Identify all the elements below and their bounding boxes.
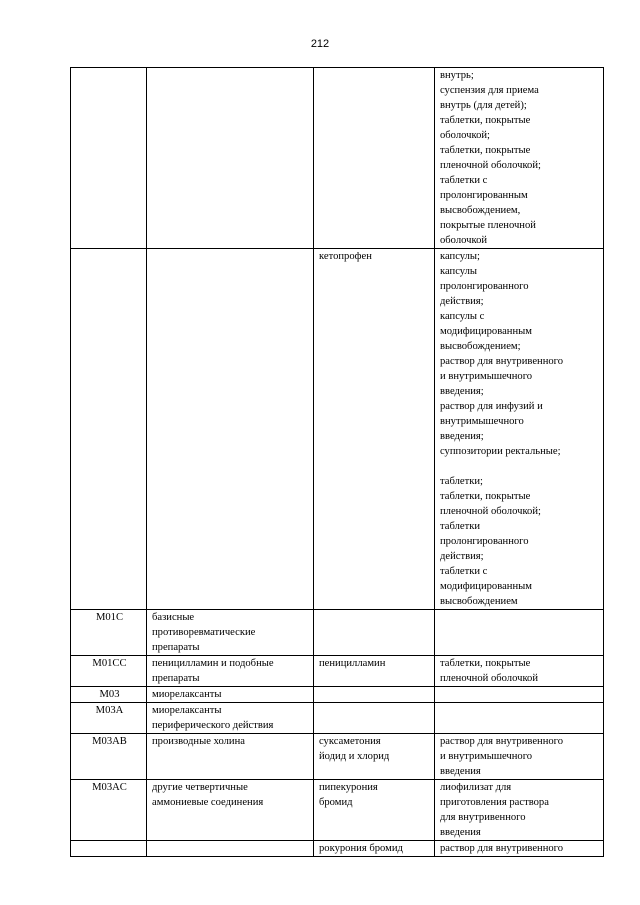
atc-code-cell xyxy=(71,656,147,687)
text-line: раствор для внутривенного xyxy=(440,356,564,367)
text-line: суспензия для приема xyxy=(440,85,539,96)
text-line: суксаметония xyxy=(319,736,381,747)
text-line: бромид xyxy=(319,797,353,808)
atc-code-cell xyxy=(71,841,147,857)
drug-name-cell xyxy=(314,656,435,687)
text-line: оболочкой; xyxy=(440,130,490,141)
drug-name-cell xyxy=(314,841,435,857)
text-line: таблетки xyxy=(440,521,481,532)
text-line: пролонгированного xyxy=(440,281,529,292)
dosage-forms-cell xyxy=(435,734,604,780)
group-name-cell xyxy=(147,687,314,703)
atc-code-cell xyxy=(71,687,147,703)
table-row xyxy=(71,610,604,656)
atc-code-cell xyxy=(71,249,147,610)
dosage-forms-cell xyxy=(435,68,604,249)
text-line: высвобождением, xyxy=(440,205,521,216)
text-line: введения xyxy=(440,827,481,838)
drug-name-cell xyxy=(314,610,435,656)
text-line: препараты xyxy=(152,673,200,684)
blank-line xyxy=(440,459,600,474)
code-text: M03A xyxy=(95,705,124,716)
table-row xyxy=(71,780,604,841)
group-name-cell xyxy=(147,780,314,841)
dosage-forms-cell xyxy=(435,610,604,656)
code-text: M01C xyxy=(95,612,124,623)
text-line: таблетки, покрытые xyxy=(440,658,531,669)
text-line: раствор для инфузий и xyxy=(440,401,543,412)
text-line: капсулы; xyxy=(440,251,480,262)
text-line: оболочкой xyxy=(440,235,488,246)
text-line: действия; xyxy=(440,296,484,307)
dosage-forms-cell xyxy=(435,687,604,703)
group-name-cell xyxy=(147,703,314,734)
text-line: суппозитории ректальные; xyxy=(440,446,561,457)
text-line: для внутривенного xyxy=(440,812,526,823)
group-name-cell xyxy=(147,734,314,780)
text-line: таблетки, покрытые xyxy=(440,115,531,126)
text-line: таблетки, покрытые xyxy=(440,491,531,502)
text-line: таблетки; xyxy=(440,476,483,487)
text-line: модифицированным xyxy=(440,326,532,337)
text-line: пипекурония xyxy=(319,782,378,793)
text-line: периферического действия xyxy=(152,720,274,731)
text-line: базисные xyxy=(152,612,195,623)
text-line: йодид и хлорид xyxy=(319,751,390,762)
text-line: раствор для внутривенного xyxy=(440,843,564,854)
drug-name-cell xyxy=(314,249,435,610)
dosage-forms-cell xyxy=(435,841,604,857)
drug-name-cell xyxy=(314,734,435,780)
text-line: внутрь (для детей); xyxy=(440,100,527,111)
text-line: рокурония бромид xyxy=(319,843,403,854)
group-name-cell xyxy=(147,249,314,610)
text-line: высвобождением; xyxy=(440,341,521,352)
text-line: препараты xyxy=(152,642,200,653)
atc-code-cell xyxy=(71,68,147,249)
text-line: высвобождением xyxy=(440,596,518,607)
atc-code-cell xyxy=(71,734,147,780)
atc-code-cell xyxy=(71,703,147,734)
group-name-cell xyxy=(147,841,314,857)
atc-code-cell xyxy=(71,780,147,841)
drug-name-cell xyxy=(314,703,435,734)
drug-table xyxy=(70,67,604,857)
text-line: введения; xyxy=(440,386,484,397)
text-line: аммониевые соединения xyxy=(152,797,264,808)
text-line: лиофилизат для xyxy=(440,782,512,793)
text-line: действия; xyxy=(440,551,484,562)
text-line: таблетки с xyxy=(440,566,488,577)
text-line: капсулы с xyxy=(440,311,485,322)
dosage-forms-cell xyxy=(435,703,604,734)
group-name-cell xyxy=(147,610,314,656)
text-line: производные холина xyxy=(152,736,245,747)
code-text: M03AB xyxy=(92,736,127,747)
text-line: пленочной оболочкой; xyxy=(440,506,541,517)
text-line: и внутримышечного xyxy=(440,751,533,762)
group-name-cell xyxy=(147,656,314,687)
text-line: пеницилламин и подобные xyxy=(152,658,274,669)
text-line: пленочной оболочкой; xyxy=(440,160,541,171)
text-line: пролонгированного xyxy=(440,536,529,547)
text-line: пеницилламин xyxy=(319,658,386,669)
atc-code-cell xyxy=(71,610,147,656)
text-line: и внутримышечного xyxy=(440,371,533,382)
text-line: модифицированным xyxy=(440,581,532,592)
text-line: внутрь; xyxy=(440,70,474,81)
code-text: M03AC xyxy=(92,782,127,793)
text-line: другие четвертичные xyxy=(152,782,248,793)
table-body xyxy=(71,68,604,857)
group-name-cell xyxy=(147,68,314,249)
dosage-forms-cell xyxy=(435,780,604,841)
table-row xyxy=(71,734,604,780)
text-line: введения xyxy=(440,766,481,777)
dosage-forms-cell xyxy=(435,656,604,687)
text-line: приготовления раствора xyxy=(440,797,549,808)
table-row xyxy=(71,656,604,687)
table-row xyxy=(71,249,604,610)
text-line: покрытые пленочной xyxy=(440,220,536,231)
text-line: раствор для внутривенного xyxy=(440,736,564,747)
table-row xyxy=(71,703,604,734)
text-line: введения; xyxy=(440,431,484,442)
text-line: таблетки с xyxy=(440,175,488,186)
code-text: M01CC xyxy=(92,658,127,669)
text-line: миорелаксанты xyxy=(152,689,222,700)
text-line: таблетки, покрытые xyxy=(440,145,531,156)
text-line: капсулы xyxy=(440,266,478,277)
drug-name-cell xyxy=(314,687,435,703)
text-line: кетопрофен xyxy=(319,251,372,262)
text-line: внутримышечного xyxy=(440,416,524,427)
drug-name-cell xyxy=(314,780,435,841)
table-row xyxy=(71,841,604,857)
text-line: пленочной оболочкой xyxy=(440,673,539,684)
page-number: 212 xyxy=(310,38,330,50)
text-line: миорелаксанты xyxy=(152,705,222,716)
text-line: противоревматические xyxy=(152,627,256,638)
drug-name-cell xyxy=(314,68,435,249)
table-row xyxy=(71,687,604,703)
dosage-forms-cell xyxy=(435,249,604,610)
code-text: M03 xyxy=(99,689,120,700)
text-line: пролонгированным xyxy=(440,190,528,201)
table-row xyxy=(71,68,604,249)
